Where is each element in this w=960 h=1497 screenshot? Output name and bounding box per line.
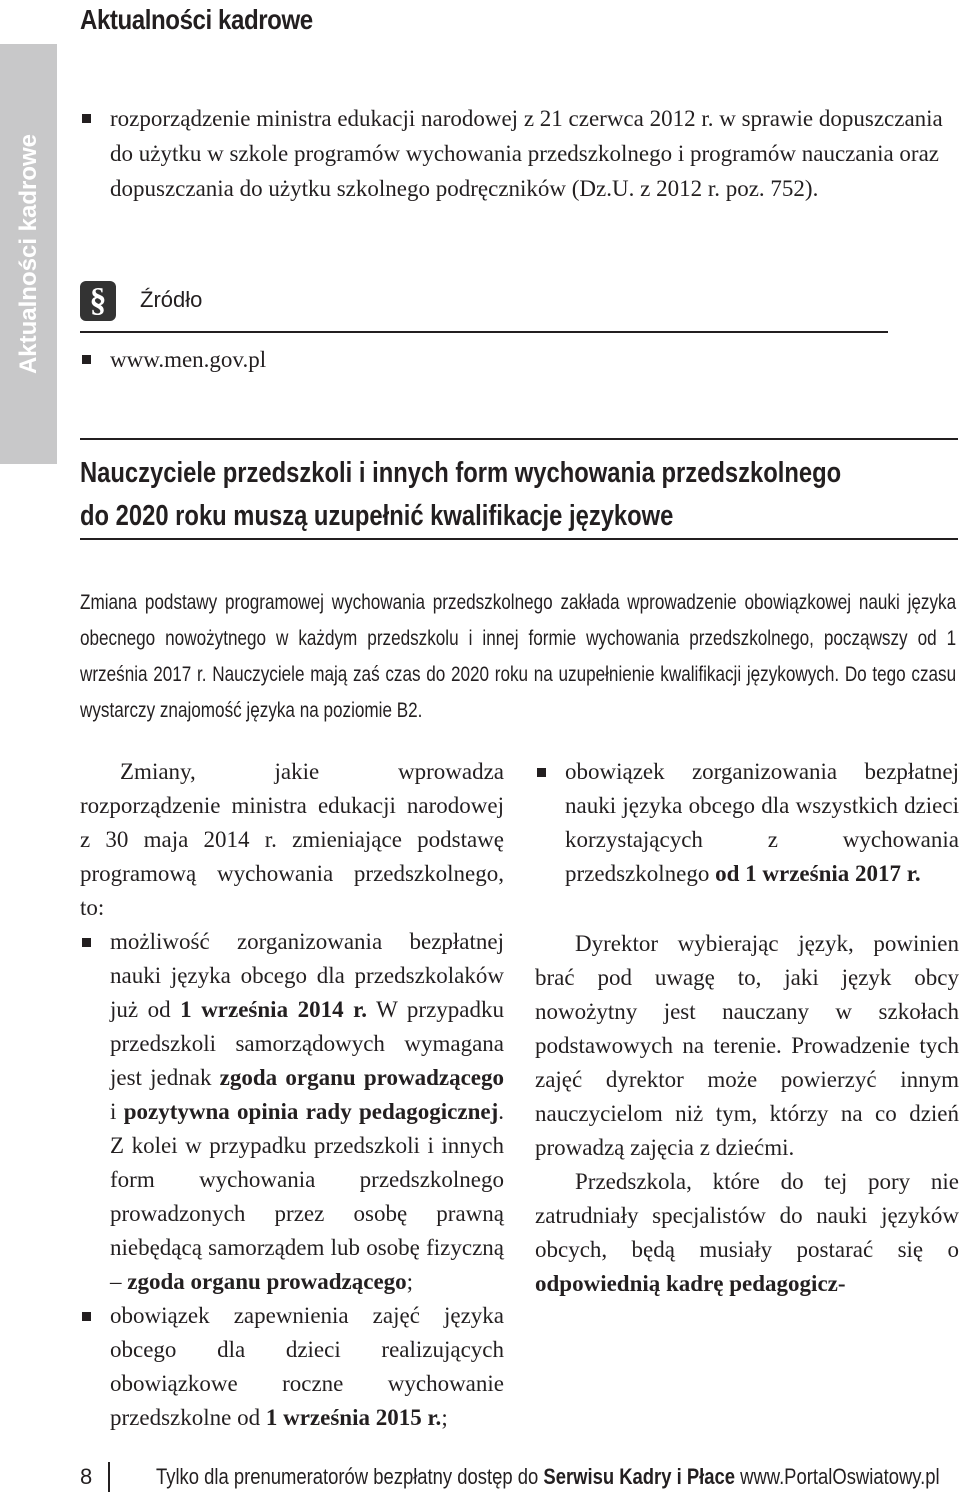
article-title-line: do 2020 roku muszą uzupełnić kwalifikacje językowe — [80, 500, 674, 532]
divider — [80, 538, 958, 540]
source-label: Źródło — [140, 287, 203, 312]
intro-list — [80, 101, 958, 206]
side-tab-label: Aktualności kadrowe — [14, 133, 42, 375]
changes-list — [80, 925, 504, 1435]
article-lead: Zmiana podstawy programowej wychowania przedszkolnego zakłada wprowadzenie obowiązkowej nauki języka obecnego nowożytnego w każdym przedszkolu i innej formie wychowania przedszkolnego, począwszy od 1 września 2017 r. Nauczyciele mają zaś czas do 2020 roku na uzupełnienie kwalifikacji językowych. Do tego czasu wystarczy znajomość języka na poziomie B2. — [80, 591, 957, 722]
side-section-tab — [0, 44, 57, 464]
footer-link[interactable]: www.PortalOswiatowy.pl — [735, 1464, 940, 1489]
list-item: obowiązek zorganizowania bezpłatnej nauki języka obcego dla wszystkich dzieci korzystających z wychowania przedszkolnego od 1 września 2017 r. — [535, 755, 959, 891]
left-column — [80, 755, 504, 1435]
footer-text: Tylko dla prenumeratorów bezpłatny dostęp do Serwisu Kadry i Płace www.PortalOswiatowy.pl — [156, 1464, 940, 1489]
list-item: obowiązek zapewnienia zajęć języka obcego dla dzieci realizujących obowiązkowe roczne wychowanie przedszkolne od 1 września 2015 r.; — [80, 1299, 504, 1435]
spacer — [535, 891, 959, 927]
paragraph: Zmiany, jakie wprowadza rozporządzenie ministra edukacji narodowej z 30 maja 2014 r. zmieniające podstawę programową wychowania przedszkolnego, to: — [80, 759, 504, 920]
list-item: możliwość zorganizowania bezpłatnej nauki języka obcego dla przedszkolaków już od 1 września 2014 r. W przypadku przedszkoli samorządowych wymagana jest jednak zgoda organu prowadzącego i pozytywna opinia rady pedagogicznej. Z kolei w przypadku przedszkoli i innych form wychowania przedszkolnego prowadzonych przez osobę prawną niebędącą samorządem lub osobę fizyczną – zgoda organu prowadzącego; — [80, 925, 504, 1299]
source-list — [80, 342, 880, 377]
paragraph-icon: § — [80, 281, 116, 321]
divider — [80, 331, 888, 333]
page-number: 8 — [80, 1464, 93, 1489]
source-header — [80, 281, 890, 333]
article-title — [80, 452, 900, 538]
paragraph: Przedszkola, które do tej pory nie zatrudniały specjalistów do nauki języków obcych, będą musiały postarać się o odpowiednią kadrę pedagogicz- — [535, 1169, 959, 1296]
page-footer — [80, 1460, 958, 1494]
paragraph: Dyrektor wybierając język, powinien brać pod uwagę to, jaki język obcy nowożytny jest nauczany w szkołach podstawowych na terenie. Prowadzenie tych zajęć dyrektor może powierzyć innym nauczycielom niż tym, którzy na co dzień prowadzą zajęcia z dziećmi. — [535, 931, 959, 1160]
article-title-line: Nauczyciele przedszkoli i innych form wychowania przedszkolnego — [80, 457, 842, 489]
right-column — [535, 755, 959, 1301]
divider — [80, 438, 958, 440]
section-header-title: Aktualności kadrowe — [80, 4, 313, 35]
source-link[interactable]: www.men.gov.pl — [80, 342, 880, 377]
list-item: rozporządzenie ministra edukacji narodowej z 21 czerwca 2012 r. w sprawie dopuszczania do użytku w szkole programów wychowania przedszkolnego i programów nauczania oraz dopuszczania do użytku szkolnego podręczników (Dz.U. z 2012 r. poz. 752). — [80, 101, 958, 206]
divider — [108, 1462, 110, 1492]
changes-list-continued — [535, 755, 959, 891]
